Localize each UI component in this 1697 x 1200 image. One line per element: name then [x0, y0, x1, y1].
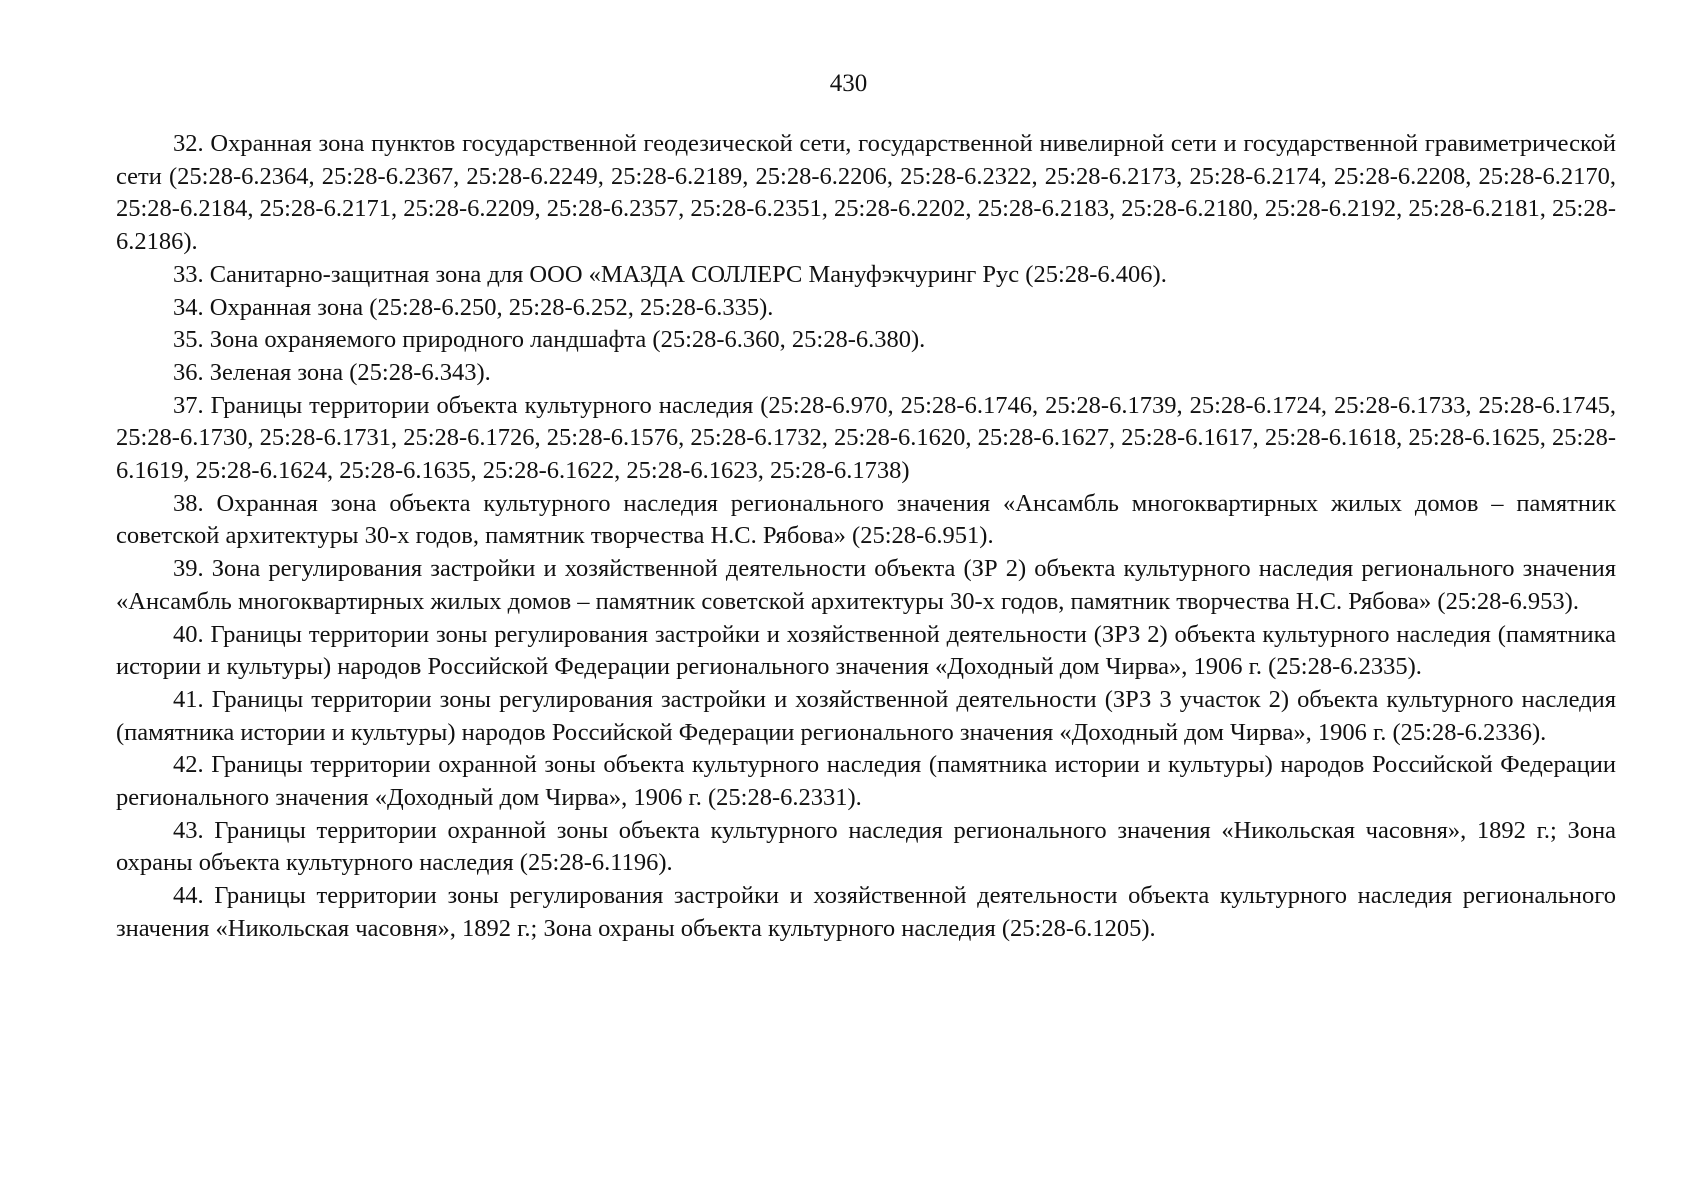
paragraph-38: 38. Охранная зона объекта культурного наследия регионального значения «Ансамбль многоквартирных жилых домов – памятник советской архитектуры 30-х годов, памятник творчества Н.С. Рябова» (25:28-6.951). [116, 489, 1616, 550]
paragraph-34: 34. Охранная зона (25:28-6.250, 25:28-6.252, 25:28-6.335). [173, 293, 774, 321]
page-number: 430 [829, 70, 868, 97]
paragraph-42: 42. Границы территории охранной зоны объекта культурного наследия (памятника истории и культуры) народов Российской Федерации регионального значения «Доходный дом Чирва», 1906 г. (25:28-6.2331). [116, 751, 1616, 812]
paragraph-32: 32. Охранная зона пунктов государственной геодезической сети, государственной нивелирной сети и государственной гравиметрической сети (25:28-6.2364, 25:28-6.2367, 25:28-6.2249, 25:28-6.2189, 25:28-6.2206, 25:28-6.2322, 25:28-6.2173, 25:28-6.2174, 25:28-6.2208, 25:28-6.2170, 25:28-6.2184, 25:28-6.2171, 25:28-6.2209, 25:28-6.2357, 25:28-6.2351, 25:28-6.2202, 25:28-6.2183, 25:28-6.2180, 25:28-6.2192, 25:28-6.2181, 25:28-6.2186). [116, 130, 1616, 256]
paragraph-40: 40. Границы территории зоны регулирования застройки и хозяйственной деятельности (ЗРЗ 2) объекта культурного наследия (памятника истории и культуры) народов Российской Федерации регионального значения «Доходный дом Чирва», 1906 г. (25:28-6.2335). [116, 620, 1616, 681]
paragraph-36: 36. Зеленая зона (25:28-6.343). [173, 358, 491, 386]
paragraph-33: 33. Санитарно-защитная зона для ООО «МАЗДА СОЛЛЕРС Мануфэкчуринг Рус (25:28-6.406). [173, 260, 1167, 288]
paragraph-37: 37. Границы территории объекта культурного наследия (25:28-6.970, 25:28-6.1746, 25:28-6.1739, 25:28-6.1724, 25:28-6.1733, 25:28-6.1745, 25:28-6.1730, 25:28-6.1731, 25:28-6.1726, 25:28-6.1576, 25:28-6.1732, 25:28-6.1620, 25:28-6.1627, 25:28-6.1617, 25:28-6.1618, 25:28-6.1625, 25:28-6.1619, 25:28-6.1624, 25:28-6.1635, 25:28-6.1622, 25:28-6.1623, 25:28-6.1738) [116, 391, 1616, 485]
paragraph-41: 41. Границы территории зоны регулирования застройки и хозяйственной деятельности (ЗРЗ 3 участок 2) объекта культурного наследия (памятника истории и культуры) народов Российской Федерации регионального значения «Доходный дом Чирва», 1906 г. (25:28-6.2336). [116, 685, 1616, 746]
paragraph-44: 44. Границы территории зоны регулирования застройки и хозяйственной деятельности объекта культурного наследия регионального значения «Никольская часовня», 1892 г.; Зона охраны объекта культурного наследия (25:28-6.1205). [116, 882, 1616, 942]
paragraph-35: 35. Зона охраняемого природного ландшафта (25:28-6.360, 25:28-6.380). [173, 326, 926, 354]
document-body [116, 128, 1616, 946]
paragraph-43: 43. Границы территории охранной зоны объекта культурного наследия регионального значения «Никольская часовня», 1892 г.; Зона охраны объекта культурного наследия (25:28-6.1196). [116, 816, 1616, 877]
paragraph-39: 39. Зона регулирования застройки и хозяйственной деятельности объекта (ЗР 2) объекта культурного наследия регионального значения «Ансамбль многоквартирных жилых домов – памятник советской архитектуры 30-х годов, памятник творчества Н.С. Рябова» (25:28-6.953). [116, 555, 1616, 615]
